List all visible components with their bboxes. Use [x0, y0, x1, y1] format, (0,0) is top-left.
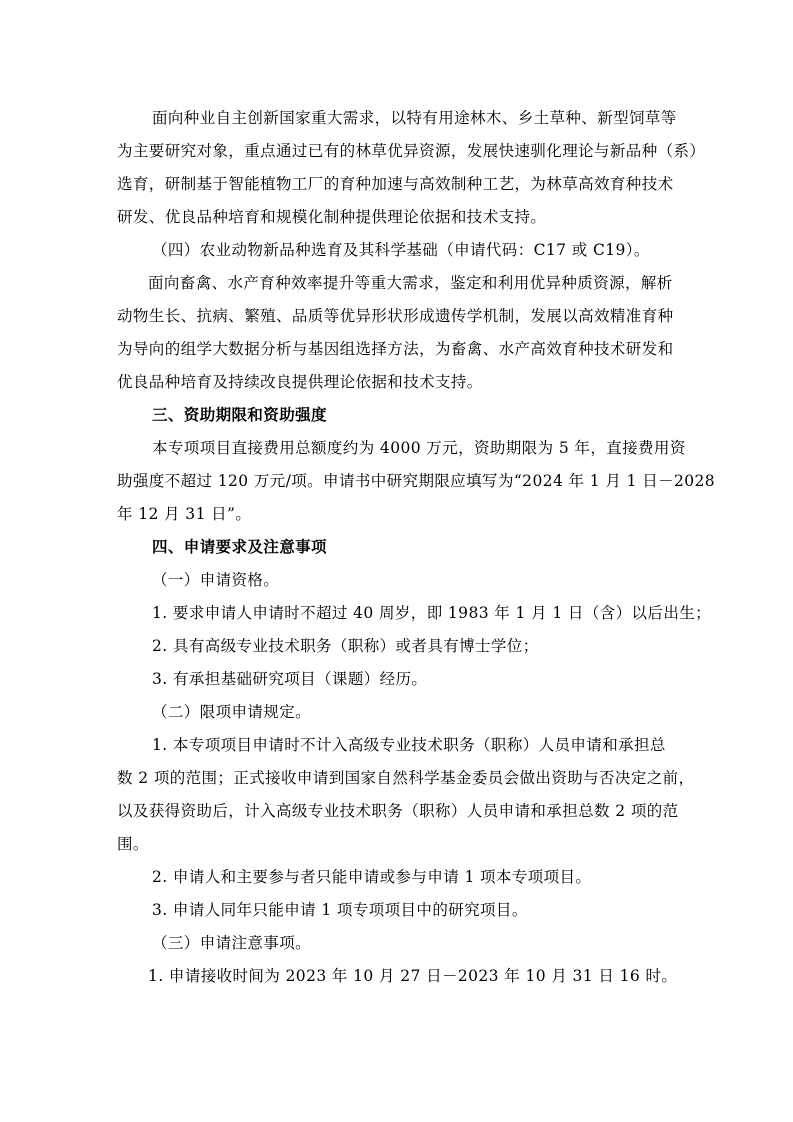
paragraph-line: 面向种业自主创新国家重大需求，以特有用途林木、乡土草种、新型饲草等 [152, 109, 677, 127]
paragraph-line: 选育，研制基于智能植物工厂的育种加速与高效制种工艺，为林草高效育种技术 [117, 175, 674, 193]
paragraph-line: 动物生长、抗病、繁殖、品质等优异形状形成遗传学机制，发展以高效精准育种 [117, 307, 674, 325]
section-heading: 四、申请要求及注意事项 [152, 538, 327, 556]
paragraph-line: 数 2 项的范围；正式接收申请到国家自然科学基金委员会做出资助与否决定之前， [117, 769, 695, 787]
paragraph-line: 研发、优良品种培育和规模化制种提供理论依据和技术支持。 [117, 208, 547, 226]
paragraph-line: 面向畜禽、水产育种效率提升等重大需求，鉴定和利用优异种质资源，解析 [148, 274, 673, 292]
subsection-heading: （二）限项申请规定。 [152, 703, 312, 721]
paragraph-line: 以及获得资助后，计入高级专业技术职务（职称）人员申请和承担总数 2 项的范 [117, 802, 679, 820]
paragraph-line: 为主要研究对象，重点通过已有的林草优异资源，发展快速驯化理论与新品种（系） [117, 142, 706, 160]
paragraph-line: 助强度不超过 120 万元/项。申请书中研究期限应填写为“2024 年 1 月 1 日－2028 [117, 472, 716, 490]
list-item: 1. 申请接收时间为 2023 年 10 月 27 日－2023 年 10 月 31 日 16 时。 [148, 967, 678, 985]
paragraph-line: 年 12 月 31 日”。 [117, 505, 252, 523]
paragraph-line: 本专项项目直接费用总额度约为 4000 万元，资助期限为 5 年，直接费用资 [152, 439, 686, 457]
section-heading: 三、资助期限和资助强度 [152, 406, 327, 424]
list-item: 3. 申请人同年只能申请 1 项专项项目中的研究项目。 [152, 901, 528, 919]
subsection-heading: （三）申请注意事项。 [152, 934, 312, 952]
paragraph-line: 围。 [117, 835, 149, 853]
list-item: 3. 有承担基础研究项目（课题）经历。 [152, 670, 428, 688]
list-item: 1. 本专项项目申请时不计入高级专业技术职务（职称）人员申请和承担总 [152, 736, 666, 754]
list-item: 2. 具有高级专业技术职务（职称）或者具有博士学位； [152, 637, 539, 655]
subsection-heading: （一）申请资格。 [152, 571, 280, 589]
subsection-heading: （四）农业动物新品种选育及其科学基础（申请代码：C17 或 C19）。 [152, 241, 650, 259]
paragraph-line: 优良品种培育及持续改良提供理论依据和技术支持。 [117, 373, 483, 391]
list-item: 2. 申请人和主要参与者只能申请或参与申请 1 项本专项项目。 [152, 868, 592, 886]
list-item: 1. 要求申请人申请时不超过 40 周岁，即 1983 年 1 月 1 日（含）以后出生； [152, 604, 712, 622]
paragraph-line: 为导向的组学大数据分析与基因组选择方法，为畜禽、水产高效育种技术研发和 [117, 340, 674, 358]
